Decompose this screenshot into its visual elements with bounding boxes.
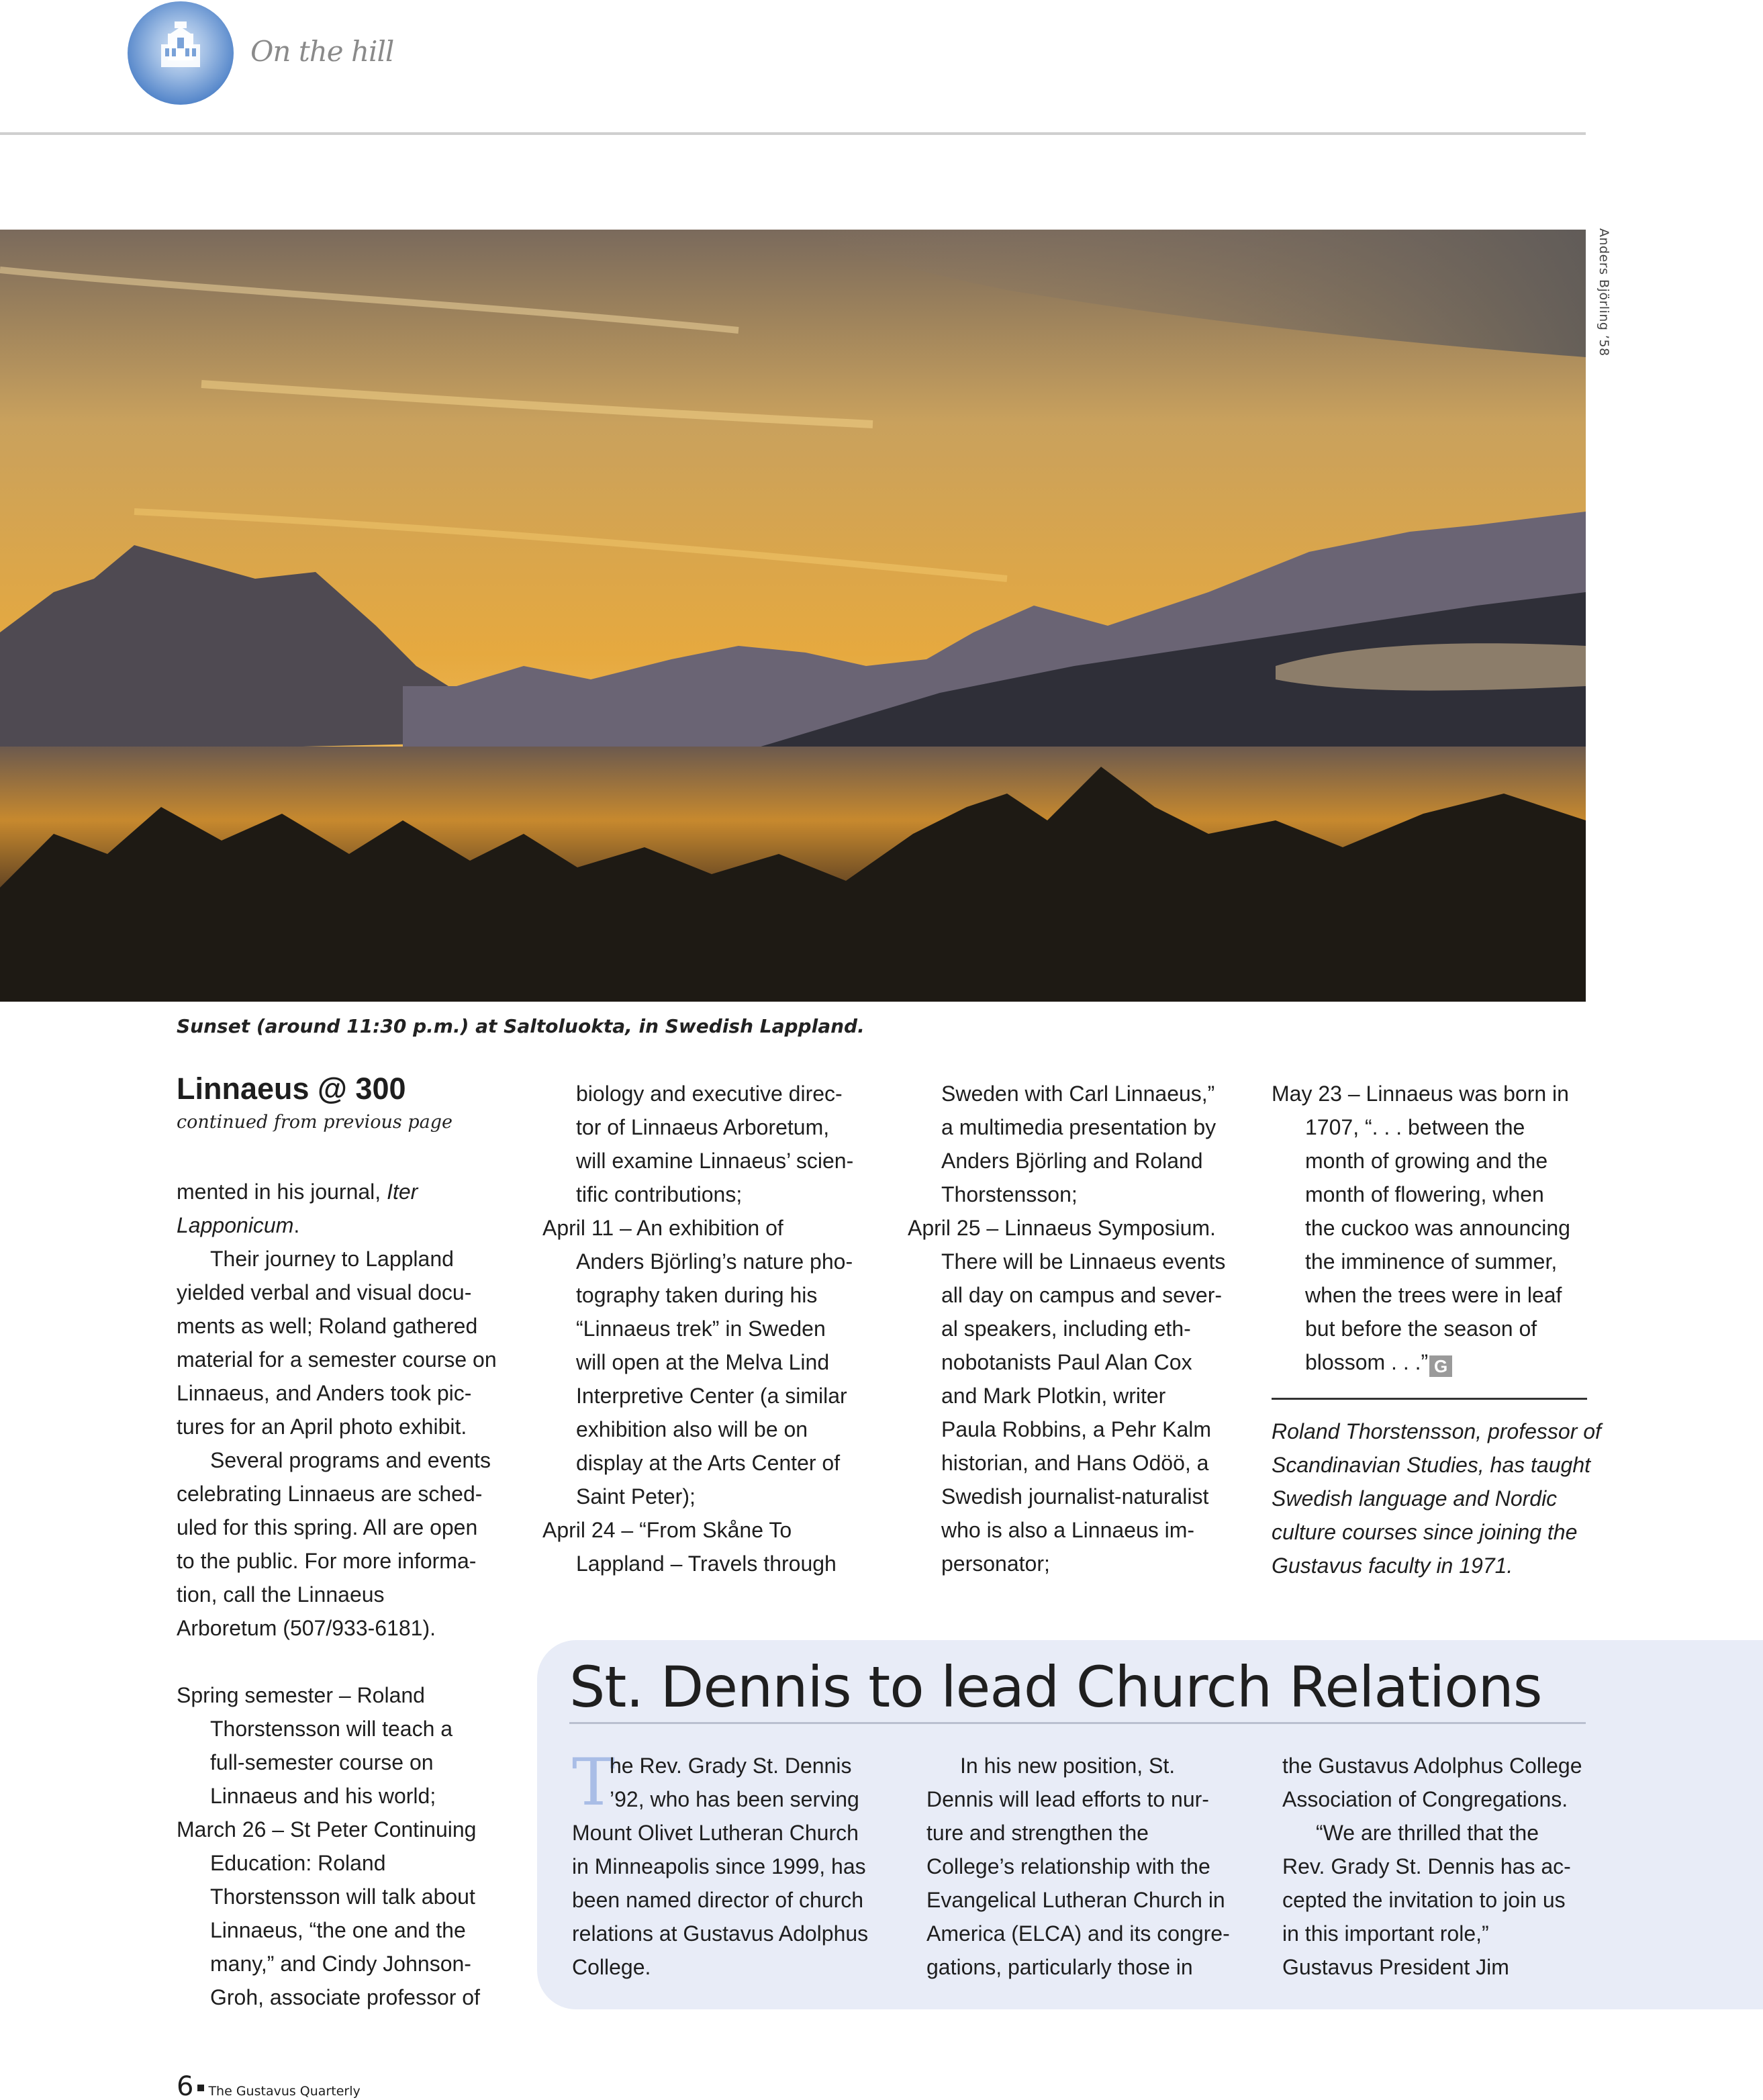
text-line: Association of Congregations.: [1282, 1787, 1568, 1811]
text-line: in Minneapolis since 1999, has: [572, 1854, 866, 1878]
text-line: Saint Peter);: [576, 1484, 696, 1509]
text-line: Arboretum (507/933-6181).: [177, 1616, 436, 1640]
text-line: a multimedia presentation by: [941, 1115, 1217, 1139]
text-line: the imminence of summer,: [1305, 1249, 1558, 1274]
text-line: tion, call the Linnaeus: [177, 1582, 385, 1607]
article-column-2: [542, 1077, 865, 1580]
bio-line: culture courses since joining the: [1272, 1520, 1578, 1544]
text-line: College’s relationship with the: [926, 1854, 1210, 1878]
text-line: Linnaeus, “the one and the: [210, 1918, 466, 1942]
text-line: Dennis will lead efforts to nur-: [926, 1787, 1209, 1811]
bullet-icon: [197, 2085, 204, 2091]
text-line: College.: [572, 1955, 651, 1979]
text-line: Linnaeus and his world;: [210, 1784, 436, 1808]
author-bio: [1272, 1415, 1601, 1582]
text-line: America (ELCA) and its congre-: [926, 1921, 1230, 1946]
text-line: Gustavus President Jim: [1282, 1955, 1509, 1979]
text-line: gations, particularly those in: [926, 1955, 1193, 1979]
text-line: Swedish journalist-naturalist: [941, 1484, 1209, 1509]
bio-line: Scandinavian Studies, has taught: [1272, 1453, 1590, 1477]
text-line: month of flowering, when: [1305, 1182, 1544, 1206]
text-line: will examine Linnaeus’ scien-: [576, 1149, 854, 1173]
bio-divider: [1272, 1398, 1587, 1400]
text-line: “We are thrilled that the: [1316, 1821, 1539, 1845]
sidebar-headline: St. Dennis to lead Church Relations: [569, 1654, 1542, 1720]
text-line: full-semester course on: [210, 1750, 434, 1774]
bio-line: Gustavus faculty in 1971.: [1272, 1554, 1513, 1578]
text-line: 1707, “. . . between the: [1305, 1115, 1525, 1139]
photo-credit: [1590, 228, 1617, 403]
text-line: tor of Linnaeus Arboretum,: [576, 1115, 830, 1139]
sunset-photo: [0, 230, 1586, 1002]
text-line: the cuckoo was announcing: [1305, 1216, 1570, 1240]
publication-name: The Gustavus Quarterly: [208, 2084, 361, 2099]
header-divider: [0, 132, 1586, 135]
text-line: yielded verbal and visual docu-: [177, 1280, 472, 1304]
text-line: celebrating Linnaeus are sched-: [177, 1482, 483, 1506]
text-line: blossom . . .” G: [1272, 1345, 1594, 1379]
text-line: Paula Robbins, a Pehr Kalm: [941, 1417, 1211, 1441]
text-line: March 26 – St Peter Continuing: [177, 1817, 477, 1842]
text-line: “Linnaeus trek” in Sweden: [576, 1317, 826, 1341]
text-line: and Mark Plotkin, writer: [941, 1384, 1166, 1408]
photo-credit-text: Anders Björling ’58: [1597, 228, 1611, 356]
text-line: will open at the Melva Lind: [576, 1350, 830, 1374]
text-line: Thorstensson;: [941, 1182, 1078, 1206]
sidebar-column-3: [1282, 1749, 1605, 1984]
text-line: Lappland – Travels through: [576, 1552, 837, 1576]
text-line: nobotanists Paul Alan Cox: [941, 1350, 1192, 1374]
text-line: April 24 – “From Skåne To: [542, 1518, 792, 1542]
end-mark-icon: G: [1429, 1355, 1452, 1377]
text-line: display at the Arts Center of: [576, 1451, 841, 1475]
text-line: There will be Linnaeus events: [941, 1249, 1226, 1274]
text-line: ture and strengthen the: [926, 1821, 1149, 1845]
text-line: he Rev. Grady St. Dennis: [610, 1754, 852, 1778]
text-line: many,” and Cindy Johnson-: [210, 1952, 471, 1976]
page-footer: [177, 2071, 361, 2100]
text-line: Education: Roland: [210, 1851, 386, 1875]
text-line: Anders Björling and Roland: [941, 1149, 1203, 1173]
text-line: in this important role,”: [1282, 1921, 1489, 1946]
text-line: May 23 – Linnaeus was born in: [1272, 1082, 1569, 1106]
sidebar-column-2: [926, 1749, 1249, 1984]
text-line: historian, and Hans Odöö, a: [941, 1451, 1209, 1475]
text-line: who is also a Linnaeus im-: [941, 1518, 1195, 1542]
section-title: On the hill: [250, 35, 394, 68]
text-line: Sweden with Carl Linnaeus,”: [941, 1082, 1215, 1106]
text-line: relations at Gustavus Adolphus: [572, 1921, 869, 1946]
text-line: Thorstensson will teach a: [210, 1717, 453, 1741]
text-line: Several programs and events: [210, 1448, 491, 1472]
text-line: Rev. Grady St. Dennis has ac-: [1282, 1854, 1571, 1878]
college-seal-logo: [128, 1, 234, 105]
text-line: April 25 – Linnaeus Symposium.: [908, 1216, 1216, 1240]
text-line: uled for this spring. All are open: [177, 1515, 478, 1539]
bio-line: Roland Thorstensson, professor of: [1272, 1419, 1601, 1443]
text-line: but before the season of: [1305, 1317, 1537, 1341]
continued-note: continued from previous page: [177, 1112, 452, 1133]
photo-caption: Sunset (around 11:30 p.m.) at Saltoluokta, in Swedish Lappland.: [177, 1015, 865, 1037]
article-column-1: [177, 1070, 499, 2014]
sidebar-divider: [569, 1722, 1586, 1724]
drop-cap: T: [572, 1745, 616, 1820]
text-line: to the public. For more informa-: [177, 1549, 477, 1573]
text-line: exhibition also will be on: [576, 1417, 808, 1441]
text-line: when the trees were in leaf: [1305, 1283, 1562, 1307]
building-icon: [161, 21, 200, 74]
text-line: Groh, associate professor of: [210, 1985, 480, 2009]
text-line: Lapponicum.: [177, 1213, 300, 1237]
text-line: Thorstensson will talk about: [210, 1884, 475, 1909]
text-line: ments as well; Roland gathered: [177, 1314, 478, 1338]
text-line: all day on campus and sever-: [941, 1283, 1222, 1307]
page-number: 6: [177, 2071, 194, 2100]
text-line: al speakers, including eth-: [941, 1317, 1191, 1341]
text-line: Evangelical Lutheran Church in: [926, 1888, 1225, 1912]
text-line: Spring semester – Roland: [177, 1683, 425, 1707]
text-line: been named director of church: [572, 1888, 864, 1912]
text-line: Interpretive Center (a similar: [576, 1384, 847, 1408]
text-line: material for a semester course on: [177, 1347, 497, 1372]
text-line: tures for an April photo exhibit.: [177, 1415, 467, 1439]
text-line: tography taken during his: [576, 1283, 818, 1307]
article-column-4: [1272, 1077, 1601, 1582]
text-line: Linnaeus, and Anders took pic-: [177, 1381, 472, 1405]
text-line: mented in his journal, Iter: [177, 1180, 418, 1204]
text-line: biology and executive direc-: [576, 1082, 843, 1106]
text-line: the Gustavus Adolphus College: [1282, 1754, 1582, 1778]
article-headline: Linnaeus @ 300: [177, 1071, 406, 1106]
text-line: In his new position, St.: [960, 1754, 1176, 1778]
text-line: Their journey to Lappland: [210, 1247, 454, 1271]
sidebar-column-1: [572, 1745, 894, 1984]
text-line: Mount Olivet Lutheran Church: [572, 1821, 859, 1845]
text-line: ’92, who has been serving: [610, 1787, 859, 1811]
text-line: personator;: [941, 1552, 1050, 1576]
text-line: month of growing and the: [1305, 1149, 1548, 1173]
article-column-3: [908, 1077, 1230, 1580]
text-line: Anders Björling’s nature pho-: [576, 1249, 853, 1274]
text-line: April 11 – An exhibition of: [542, 1216, 783, 1240]
bio-line: Swedish language and Nordic: [1272, 1486, 1558, 1511]
text-line: tific contributions;: [576, 1182, 743, 1206]
text-line: cepted the invitation to join us: [1282, 1888, 1566, 1912]
